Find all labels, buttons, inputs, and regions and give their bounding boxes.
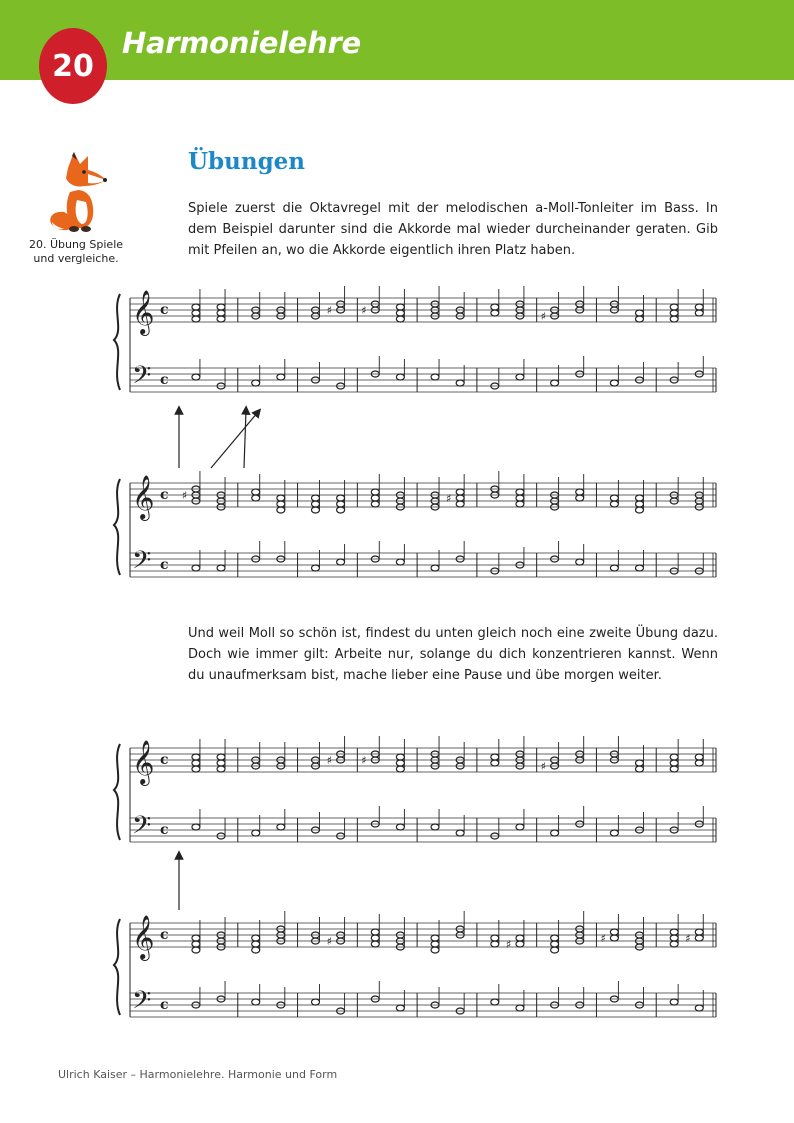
bass-note — [337, 559, 345, 565]
bass-note — [396, 559, 404, 565]
treble-note — [670, 760, 678, 766]
bass-time-signature: c — [160, 557, 169, 573]
bass-note — [516, 1005, 524, 1011]
treble-note — [610, 935, 618, 941]
treble-note — [252, 495, 260, 501]
bass-note — [277, 824, 285, 830]
treble-note — [551, 941, 559, 947]
sharp-sign: ♯ — [446, 492, 452, 505]
treble-note — [695, 929, 703, 935]
bass-clef: 𝄢 — [132, 986, 152, 1021]
treble-note — [635, 316, 643, 322]
treble-note — [670, 310, 678, 316]
treble-note — [396, 310, 404, 316]
staff-brace — [114, 479, 120, 575]
treble-note — [217, 316, 225, 322]
treble-note — [192, 941, 200, 947]
treble-note — [396, 304, 404, 310]
treble-note — [192, 760, 200, 766]
staff-brace — [114, 744, 120, 840]
sharp-sign: ♯ — [540, 310, 546, 323]
bass-note — [456, 380, 464, 386]
treble-note — [456, 489, 464, 495]
bass-note — [551, 830, 559, 836]
bass-note — [217, 565, 225, 571]
exercise-side-note: 20. Übung Spiele und vergleiche. — [28, 238, 124, 265]
sharp-sign: ♯ — [361, 754, 367, 767]
header-title: Harmonielehre — [122, 26, 361, 60]
treble-note — [311, 501, 319, 507]
bass-note — [277, 374, 285, 380]
bass-note — [396, 1005, 404, 1011]
staff-brace — [114, 919, 120, 1015]
treble-time-signature: c — [160, 487, 169, 503]
sharp-sign: ♯ — [600, 932, 606, 945]
treble-note — [431, 941, 439, 947]
treble-note — [371, 489, 379, 495]
bass-clef: 𝄢 — [132, 811, 152, 846]
fox-mascot-icon — [44, 150, 116, 234]
treble-note — [311, 507, 319, 513]
music-system-1 — [110, 280, 730, 410]
bass-note — [635, 565, 643, 571]
treble-note — [551, 947, 559, 953]
bass-note — [670, 999, 678, 1005]
page-number-badge: 20 — [39, 28, 107, 104]
header-bar — [0, 0, 794, 80]
bass-note — [431, 824, 439, 830]
treble-note — [371, 941, 379, 947]
treble-clef: 𝄞 — [132, 915, 155, 959]
treble-note — [670, 941, 678, 947]
treble-note — [576, 495, 584, 501]
treble-note — [516, 935, 524, 941]
bass-note — [431, 565, 439, 571]
treble-note — [311, 495, 319, 501]
footer-credit: Ulrich Kaiser – Harmonielehre. Harmonie und Form — [58, 1068, 338, 1081]
treble-note — [610, 501, 618, 507]
treble-note — [217, 310, 225, 316]
treble-note — [610, 929, 618, 935]
bass-note — [252, 830, 260, 836]
bass-note — [396, 374, 404, 380]
music-system-4[interactable] — [110, 905, 730, 1035]
sharp-sign: ♯ — [181, 489, 188, 502]
treble-note — [431, 947, 439, 953]
treble-note — [670, 754, 678, 760]
sharp-sign: ♯ — [326, 304, 332, 317]
instruction-paragraph-1: Spiele zuerst die Oktavregel mit der melodischen a-Moll-Tonleiter im Bass. In dem Beispiel darunter sind die Akkorde mal wieder durcheinander geraten. Gib mit Pfeilen an, wo die Akkorde eigentlich ihren Platz haben. — [188, 201, 718, 258]
treble-note — [252, 935, 260, 941]
treble-note — [396, 760, 404, 766]
treble-note — [635, 310, 643, 316]
bass-note — [456, 830, 464, 836]
treble-note — [192, 304, 200, 310]
treble-time-signature: c — [160, 927, 169, 943]
bass-time-signature: c — [160, 372, 169, 388]
sharp-sign: ♯ — [505, 938, 512, 951]
treble-note — [670, 935, 678, 941]
bass-note — [551, 380, 559, 386]
bass-note — [311, 999, 319, 1005]
treble-note — [337, 507, 345, 513]
bass-time-signature: c — [160, 822, 169, 838]
treble-note — [396, 316, 404, 322]
music-system-2[interactable] — [110, 465, 730, 595]
treble-note — [371, 495, 379, 501]
treble-note — [670, 304, 678, 310]
bass-clef: 𝄢 — [132, 361, 152, 396]
bass-time-signature: c — [160, 997, 169, 1013]
treble-note — [491, 941, 499, 947]
treble-note — [456, 495, 464, 501]
treble-note — [695, 310, 703, 316]
treble-note — [217, 304, 225, 310]
treble-note — [635, 766, 643, 772]
treble-note — [516, 941, 524, 947]
sharp-sign: ♯ — [540, 760, 546, 773]
treble-note — [371, 935, 379, 941]
treble-note — [192, 947, 200, 953]
treble-note — [192, 935, 200, 941]
bass-note — [576, 559, 584, 565]
treble-note — [670, 929, 678, 935]
bass-note — [192, 374, 200, 380]
bass-note — [252, 380, 260, 386]
treble-note — [431, 935, 439, 941]
bass-note — [695, 1005, 703, 1011]
treble-note — [635, 495, 643, 501]
treble-note — [516, 489, 524, 495]
bass-note — [192, 565, 200, 571]
treble-clef: 𝄞 — [132, 740, 155, 784]
sharp-sign: ♯ — [326, 935, 332, 948]
treble-note — [610, 495, 618, 501]
bass-note — [192, 824, 200, 830]
treble-note — [192, 310, 200, 316]
treble-note — [695, 935, 703, 941]
treble-note — [576, 489, 584, 495]
treble-note — [456, 501, 464, 507]
treble-note — [337, 495, 345, 501]
bass-note — [491, 999, 499, 1005]
treble-note — [252, 941, 260, 947]
treble-note — [635, 507, 643, 513]
treble-note — [337, 501, 345, 507]
treble-note — [695, 304, 703, 310]
treble-note — [217, 766, 225, 772]
treble-note — [252, 489, 260, 495]
treble-time-signature: c — [160, 752, 169, 768]
treble-note — [217, 760, 225, 766]
treble-note — [217, 754, 225, 760]
treble-note — [491, 310, 499, 316]
treble-note — [491, 754, 499, 760]
treble-note — [516, 495, 524, 501]
sharp-sign: ♯ — [361, 304, 367, 317]
treble-note — [670, 316, 678, 322]
treble-note — [695, 754, 703, 760]
treble-note — [192, 316, 200, 322]
treble-note — [396, 766, 404, 772]
treble-note — [371, 501, 379, 507]
treble-note — [277, 507, 285, 513]
sharp-sign: ♯ — [326, 754, 332, 767]
treble-note — [396, 754, 404, 760]
treble-clef: 𝄞 — [132, 290, 155, 334]
staff-brace — [114, 294, 120, 390]
treble-note — [670, 766, 678, 772]
treble-time-signature: c — [160, 302, 169, 318]
treble-note — [491, 760, 499, 766]
instruction-paragraph-2: Und weil Moll so schön ist, findest du unten gleich noch eine zweite Übung dazu. Doch wie immer gilt: Arbeite nur, solange du dich konzentrieren kannst. Wenn du unaufmerksam bist, mache lieber eine Pause und übe morgen weiter. — [188, 626, 718, 683]
treble-note — [491, 304, 499, 310]
bass-clef: 𝄢 — [132, 546, 152, 581]
bass-note — [311, 565, 319, 571]
section-title: Übungen — [188, 148, 306, 175]
bass-note — [610, 830, 618, 836]
treble-note — [491, 935, 499, 941]
bass-note — [396, 824, 404, 830]
treble-note — [516, 501, 524, 507]
treble-note — [371, 929, 379, 935]
treble-note — [635, 760, 643, 766]
bass-note — [610, 380, 618, 386]
bass-note — [252, 999, 260, 1005]
treble-note — [277, 495, 285, 501]
bass-note — [516, 824, 524, 830]
music-system-3 — [110, 730, 730, 860]
treble-note — [252, 947, 260, 953]
arrow-3 — [244, 410, 246, 468]
treble-note — [192, 754, 200, 760]
bass-note — [610, 565, 618, 571]
bass-note — [516, 374, 524, 380]
sharp-sign: ♯ — [685, 932, 691, 945]
treble-note — [635, 501, 643, 507]
arrow-2 — [211, 412, 258, 468]
treble-note — [551, 935, 559, 941]
treble-note — [192, 766, 200, 772]
treble-note — [695, 760, 703, 766]
treble-note — [277, 501, 285, 507]
treble-clef: 𝄞 — [132, 475, 155, 519]
bass-note — [431, 374, 439, 380]
